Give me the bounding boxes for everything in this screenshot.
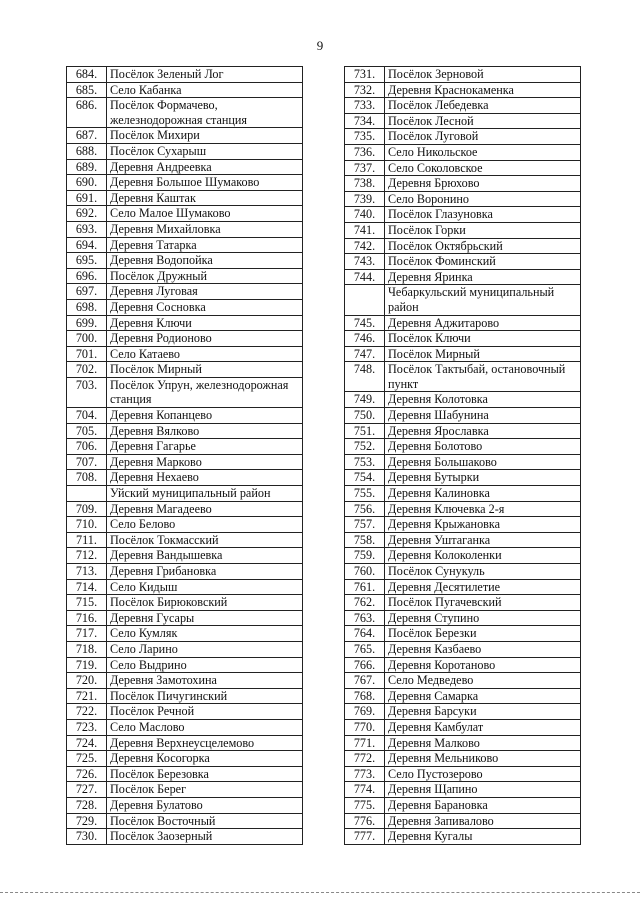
settlement-name: Деревня Бутырки (385, 470, 581, 486)
table-row (345, 238, 581, 254)
settlement-name: Деревня Большаково (385, 454, 581, 470)
settlement-name: Деревня Щапино (385, 782, 581, 798)
row-number: 766. (345, 657, 385, 673)
table-row (345, 501, 581, 517)
table-row (67, 579, 303, 595)
row-number: 753. (345, 454, 385, 470)
settlement-name: Деревня Верхнеусцелемово (107, 735, 303, 751)
row-number: 705. (67, 423, 107, 439)
row-number: 773. (345, 766, 385, 782)
settlement-name: Село Медведево (385, 673, 581, 689)
row-number: 689. (67, 159, 107, 175)
row-number: 729. (67, 813, 107, 829)
row-number: 716. (67, 610, 107, 626)
row-number: 765. (345, 641, 385, 657)
row-number: 736. (345, 144, 385, 160)
settlement-name: Деревня Запивалово (385, 813, 581, 829)
table-row (345, 129, 581, 145)
row-number: 757. (345, 517, 385, 533)
row-number: 714. (67, 579, 107, 595)
table-row (67, 657, 303, 673)
table-row (345, 595, 581, 611)
settlement-name: Деревня Десятилетие (385, 579, 581, 595)
row-number (345, 285, 385, 315)
row-number: 694. (67, 237, 107, 253)
row-number: 771. (345, 735, 385, 751)
table-row (67, 626, 303, 642)
row-number: 776. (345, 813, 385, 829)
settlement-name: Деревня Болотово (385, 439, 581, 455)
table-row (345, 315, 581, 331)
settlement-name: Деревня Колоколенки (385, 548, 581, 564)
table-row (67, 751, 303, 767)
table-row (345, 813, 581, 829)
settlement-name: Село Маслово (107, 719, 303, 735)
settlement-name: Деревня Ступино (385, 610, 581, 626)
settlement-name: Деревня Ключи (107, 315, 303, 331)
table-row (345, 829, 581, 845)
row-number: 762. (345, 595, 385, 611)
settlement-name: Посёлок Восточный (107, 813, 303, 829)
settlement-name: Деревня Гусары (107, 610, 303, 626)
table-row (345, 176, 581, 192)
table-row (67, 206, 303, 222)
row-number: 738. (345, 176, 385, 192)
row-number (67, 486, 107, 502)
settlement-name: Деревня Вандышевка (107, 548, 303, 564)
settlement-name: Посёлок Токмасский (107, 532, 303, 548)
table-row (67, 766, 303, 782)
table-row (67, 610, 303, 626)
settlement-name: Село Пустозерово (385, 766, 581, 782)
row-number: 755. (345, 486, 385, 502)
row-number: 699. (67, 315, 107, 331)
table-row (345, 191, 581, 207)
table-row (345, 439, 581, 455)
row-number: 701. (67, 346, 107, 362)
row-number: 709. (67, 501, 107, 517)
settlement-name: Деревня Ключевка 2-я (385, 501, 581, 517)
row-number: 740. (345, 207, 385, 223)
settlement-name: Деревня Магадеево (107, 501, 303, 517)
row-number: 743. (345, 254, 385, 270)
table-row (345, 782, 581, 798)
table-row (345, 82, 581, 98)
table-row (67, 829, 303, 845)
settlement-name: Деревня Кугалы (385, 829, 581, 845)
table-row (345, 579, 581, 595)
table-row (345, 67, 581, 83)
row-number: 717. (67, 626, 107, 642)
page-number: 9 (316, 38, 324, 53)
row-number: 746. (345, 331, 385, 347)
settlement-name: Посёлок Речной (107, 704, 303, 720)
settlements-table-right (344, 66, 581, 845)
row-number: 730. (67, 829, 107, 845)
table-row (67, 501, 303, 517)
settlement-name: Посёлок Глазуновка (385, 207, 581, 223)
table-row (67, 719, 303, 735)
table-row (67, 486, 303, 502)
table-row (345, 797, 581, 813)
row-number: 685. (67, 82, 107, 98)
row-number: 696. (67, 268, 107, 284)
row-number: 718. (67, 641, 107, 657)
row-number: 712. (67, 548, 107, 564)
table-row (67, 175, 303, 191)
table-row (67, 517, 303, 533)
settlement-name: Посёлок Фоминский (385, 254, 581, 270)
row-number: 734. (345, 113, 385, 129)
row-number: 719. (67, 657, 107, 673)
row-number: 759. (345, 548, 385, 564)
table-row (67, 470, 303, 486)
table-row (345, 532, 581, 548)
settlement-name: Посёлок Упрун, железнодорожная станция (107, 377, 303, 407)
row-number: 741. (345, 222, 385, 238)
row-number: 725. (67, 751, 107, 767)
settlement-name: Деревня Крыжановка (385, 517, 581, 533)
row-number: 704. (67, 408, 107, 424)
row-number: 686. (67, 98, 107, 128)
row-number: 777. (345, 829, 385, 845)
table-row (67, 143, 303, 159)
page-bottom-divider (0, 892, 640, 893)
settlement-name: Посёлок Ключи (385, 331, 581, 347)
table-row (345, 548, 581, 564)
table-row (67, 284, 303, 300)
table-row (67, 439, 303, 455)
settlement-name: Посёлок Мирный (107, 362, 303, 378)
table-row (345, 254, 581, 270)
settlement-name: Посёлок Березовка (107, 766, 303, 782)
table-row (67, 564, 303, 580)
settlement-name: Посёлок Михири (107, 128, 303, 144)
table-row (67, 331, 303, 347)
row-number: 708. (67, 470, 107, 486)
settlement-name: Деревня Сосновка (107, 299, 303, 315)
settlement-name: Посёлок Дружный (107, 268, 303, 284)
settlement-name: Деревня Нехаево (107, 470, 303, 486)
settlement-name: Деревня Замотохина (107, 673, 303, 689)
row-number: 698. (67, 299, 107, 315)
row-number: 723. (67, 719, 107, 735)
table-row (345, 160, 581, 176)
table-row (67, 408, 303, 424)
settlement-name: Посёлок Лебедевка (385, 98, 581, 114)
row-number: 700. (67, 331, 107, 347)
row-number: 733. (345, 98, 385, 114)
row-number: 769. (345, 704, 385, 720)
settlement-name: Деревня Коротаново (385, 657, 581, 673)
row-number: 752. (345, 439, 385, 455)
row-number: 750. (345, 408, 385, 424)
row-number: 747. (345, 346, 385, 362)
row-number: 745. (345, 315, 385, 331)
settlement-name: Посёлок Лесной (385, 113, 581, 129)
table-row (345, 735, 581, 751)
row-number: 706. (67, 439, 107, 455)
row-number: 735. (345, 129, 385, 145)
row-number: 739. (345, 191, 385, 207)
settlement-name: Село Никольское (385, 144, 581, 160)
settlement-name: Село Белово (107, 517, 303, 533)
settlement-name: Посёлок Мирный (385, 346, 581, 362)
table-row (67, 253, 303, 269)
table-row (67, 98, 303, 128)
settlement-name: Посёлок Сунукуль (385, 564, 581, 580)
table-row (345, 222, 581, 238)
settlement-name: Деревня Аджитарово (385, 315, 581, 331)
settlement-name: Село Соколовское (385, 160, 581, 176)
table-row (345, 641, 581, 657)
table-row (67, 548, 303, 564)
row-number: 691. (67, 190, 107, 206)
table-row (345, 98, 581, 114)
settlement-name: Посёлок Тактыбай, остановочный пункт (385, 362, 581, 392)
settlement-name: Деревня Гагарье (107, 439, 303, 455)
table-row (345, 704, 581, 720)
settlement-name: Посёлок Горки (385, 222, 581, 238)
settlement-name: Посёлок Пичугинский (107, 688, 303, 704)
table-row (345, 657, 581, 673)
table-row (345, 423, 581, 439)
row-number: 702. (67, 362, 107, 378)
table-row (67, 128, 303, 144)
district-heading: Уйский муниципальный район (107, 486, 303, 502)
table-row (67, 704, 303, 720)
settlement-name: Село Воронино (385, 191, 581, 207)
row-number: 751. (345, 423, 385, 439)
table-row (67, 362, 303, 378)
settlement-name: Село Малое Шумаково (107, 206, 303, 222)
table-row (345, 751, 581, 767)
row-number: 749. (345, 392, 385, 408)
row-number: 742. (345, 238, 385, 254)
table-row (345, 719, 581, 735)
settlement-name: Деревня Копанцево (107, 408, 303, 424)
row-number: 690. (67, 175, 107, 191)
settlement-name: Село Ларино (107, 641, 303, 657)
row-number: 732. (345, 82, 385, 98)
row-number: 731. (345, 67, 385, 83)
settlement-name: Деревня Татарка (107, 237, 303, 253)
settlement-name: Посёлок Пугачевский (385, 595, 581, 611)
settlement-name: Село Кабанка (107, 82, 303, 98)
table-row (67, 423, 303, 439)
table-row (67, 237, 303, 253)
table-row (67, 797, 303, 813)
settlement-name: Село Выдрино (107, 657, 303, 673)
row-number: 768. (345, 688, 385, 704)
table-row (67, 190, 303, 206)
row-number: 711. (67, 532, 107, 548)
row-number: 754. (345, 470, 385, 486)
table-row (345, 486, 581, 502)
row-number: 764. (345, 626, 385, 642)
settlement-name: Деревня Калиновка (385, 486, 581, 502)
table-row (345, 766, 581, 782)
row-number: 727. (67, 782, 107, 798)
row-number: 684. (67, 67, 107, 83)
row-number: 720. (67, 673, 107, 689)
table-row (345, 392, 581, 408)
table-row (345, 207, 581, 223)
row-number: 726. (67, 766, 107, 782)
table-row (67, 268, 303, 284)
settlement-name: Посёлок Сухарыш (107, 143, 303, 159)
table-row (67, 782, 303, 798)
table-row (345, 626, 581, 642)
settlement-name: Деревня Барановка (385, 797, 581, 813)
settlement-name: Посёлок Зеленый Лог (107, 67, 303, 83)
table-row (345, 564, 581, 580)
settlement-name: Деревня Яринка (385, 269, 581, 285)
settlement-name: Деревня Ярославка (385, 423, 581, 439)
row-number: 770. (345, 719, 385, 735)
row-number: 693. (67, 221, 107, 237)
row-number: 775. (345, 797, 385, 813)
table-row (345, 517, 581, 533)
settlement-name: Село Катаево (107, 346, 303, 362)
settlement-name: Деревня Луговая (107, 284, 303, 300)
table-row (345, 673, 581, 689)
table-row (67, 673, 303, 689)
row-number: 697. (67, 284, 107, 300)
table-row (345, 144, 581, 160)
table-row (67, 813, 303, 829)
table-row (345, 454, 581, 470)
row-number: 695. (67, 253, 107, 269)
table-row (67, 346, 303, 362)
settlement-name: Село Кидыш (107, 579, 303, 595)
table-row (345, 470, 581, 486)
settlement-name: Деревня Самарка (385, 688, 581, 704)
settlement-name: Село Кумляк (107, 626, 303, 642)
row-number: 703. (67, 377, 107, 407)
settlement-name: Деревня Михайловка (107, 221, 303, 237)
table-row (67, 532, 303, 548)
settlement-name: Деревня Уштаганка (385, 532, 581, 548)
table-row (67, 641, 303, 657)
table-row (67, 688, 303, 704)
row-number: 728. (67, 797, 107, 813)
table-row (345, 331, 581, 347)
settlement-name: Деревня Вялково (107, 423, 303, 439)
settlement-name: Посёлок Березки (385, 626, 581, 642)
settlement-name: Деревня Краснокаменка (385, 82, 581, 98)
settlement-name: Деревня Казбаево (385, 641, 581, 657)
settlement-name: Посёлок Зерновой (385, 67, 581, 83)
row-number: 760. (345, 564, 385, 580)
settlement-name: Деревня Барсуки (385, 704, 581, 720)
settlement-name: Деревня Родионово (107, 331, 303, 347)
settlement-name: Посёлок Бирюковский (107, 595, 303, 611)
settlement-name: Посёлок Заозерный (107, 829, 303, 845)
table-row (345, 688, 581, 704)
settlement-name: Деревня Большое Шумаково (107, 175, 303, 191)
settlement-name: Деревня Косогорка (107, 751, 303, 767)
row-number: 767. (345, 673, 385, 689)
table-row (345, 113, 581, 129)
table-row (67, 159, 303, 175)
settlement-name: Деревня Колотовка (385, 392, 581, 408)
row-number: 688. (67, 143, 107, 159)
settlement-name: Деревня Малково (385, 735, 581, 751)
table-row (67, 82, 303, 98)
row-number: 772. (345, 751, 385, 767)
table-row (67, 735, 303, 751)
row-number: 721. (67, 688, 107, 704)
row-number: 748. (345, 362, 385, 392)
settlement-name: Деревня Брюхово (385, 176, 581, 192)
settlement-name: Деревня Булатово (107, 797, 303, 813)
settlement-name: Деревня Марково (107, 454, 303, 470)
table-row (345, 346, 581, 362)
row-number: 687. (67, 128, 107, 144)
settlement-name: Посёлок Октябрьский (385, 238, 581, 254)
table-row (345, 362, 581, 392)
settlement-name: Деревня Грибановка (107, 564, 303, 580)
table-row (67, 454, 303, 470)
settlement-name: Посёлок Луговой (385, 129, 581, 145)
row-number: 713. (67, 564, 107, 580)
row-number: 724. (67, 735, 107, 751)
row-number: 774. (345, 782, 385, 798)
district-heading: Чебаркульский муниципальный район (385, 285, 581, 315)
table-row (345, 610, 581, 626)
row-number: 763. (345, 610, 385, 626)
settlement-name: Деревня Водопойка (107, 253, 303, 269)
row-number: 715. (67, 595, 107, 611)
settlement-name: Деревня Камбулат (385, 719, 581, 735)
settlements-table-right-body (345, 67, 581, 845)
settlements-table-left (66, 66, 303, 845)
settlement-name: Посёлок Берег (107, 782, 303, 798)
row-number: 710. (67, 517, 107, 533)
table-row (67, 315, 303, 331)
row-number: 761. (345, 579, 385, 595)
settlement-name: Деревня Шабунина (385, 408, 581, 424)
row-number: 756. (345, 501, 385, 517)
row-number: 758. (345, 532, 385, 548)
settlement-name: Посёлок Формачево, железнодорожная станция (107, 98, 303, 128)
table-row (67, 221, 303, 237)
table-row (67, 299, 303, 315)
table-row (345, 408, 581, 424)
settlement-name: Деревня Мельниково (385, 751, 581, 767)
table-row (67, 595, 303, 611)
table-row (345, 285, 581, 315)
table-row (67, 377, 303, 407)
row-number: 692. (67, 206, 107, 222)
settlement-name: Деревня Андреевка (107, 159, 303, 175)
settlements-table-left-body (67, 67, 303, 845)
row-number: 744. (345, 269, 385, 285)
table-row (345, 269, 581, 285)
row-number: 707. (67, 454, 107, 470)
table-row (67, 67, 303, 83)
settlement-name: Деревня Каштак (107, 190, 303, 206)
row-number: 737. (345, 160, 385, 176)
row-number: 722. (67, 704, 107, 720)
